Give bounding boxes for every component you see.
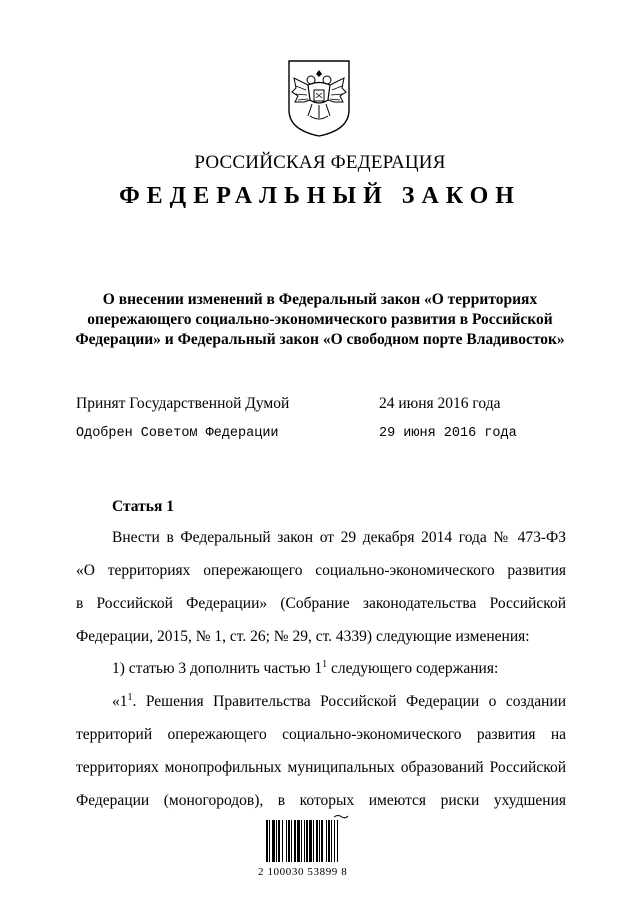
superscript: 1 <box>127 691 133 703</box>
part-1-1-text: . Решения Правительства Российской Федерации о создании <box>132 693 566 710</box>
law-title-line: Федерации» и Федеральный закон «О свободном порте Владивосток» <box>75 331 565 348</box>
superscript: 1 <box>322 658 328 670</box>
country-name: РОССИЙСКАЯ ФЕДЕРАЦИЯ <box>194 152 446 173</box>
law-title-line: О внесении изменений в Федеральный закон «О территориях <box>102 291 538 308</box>
barcode <box>264 814 360 864</box>
article-heading: Статья 1 <box>112 498 174 515</box>
council-approval-label: Одобрен Советом Федерации <box>76 426 279 441</box>
document-type: ФЕДЕРАЛЬНЫЙ ЗАКОН <box>119 183 521 209</box>
article-paragraph-line: Внести в Федеральный закон от 29 декабря 2014 года № 473-ФЗ <box>112 529 566 546</box>
council-approval-date: 29 июня 2016 года <box>379 426 517 441</box>
law-title <box>60 290 580 350</box>
part-1-1-first-line <box>112 693 566 711</box>
duma-adoption-label: Принят Государственной Думой <box>76 395 290 412</box>
article-paragraph-line: в Российской Федерации» (Собрание законодательства Российской <box>76 595 566 612</box>
part-1-1-line: Федерации (моногородов), в которых имеются риски ухудшения <box>76 792 566 809</box>
part-1-1-line: территорий опережающего социально-экономического развития на <box>76 726 566 743</box>
article-paragraph-line: «О территориях опережающего социально-экономического развития <box>76 562 566 579</box>
barcode-number: 2 100030 53899 8 <box>258 866 348 878</box>
law-title-line: опережающего социально-экономического развития в Российской <box>87 311 553 328</box>
article-paragraph-line: Федерации, 2015, № 1, ст. 26; № 29, ст. 4339) следующие изменения: <box>76 628 530 645</box>
duma-adoption-date: 24 июня 2016 года <box>379 395 501 412</box>
part-1-1-line: территориях монопрофильных муниципальных образований Российской <box>76 759 566 776</box>
amendment-item-1 <box>112 660 566 678</box>
part-1-1-number: «1 <box>112 693 128 710</box>
amendment-item-1-text: 1) статью 3 дополнить частью 1 <box>112 660 323 677</box>
coat-of-arms-emblem <box>286 58 352 138</box>
amendment-item-1-suffix: следующего содержания: <box>327 660 499 677</box>
